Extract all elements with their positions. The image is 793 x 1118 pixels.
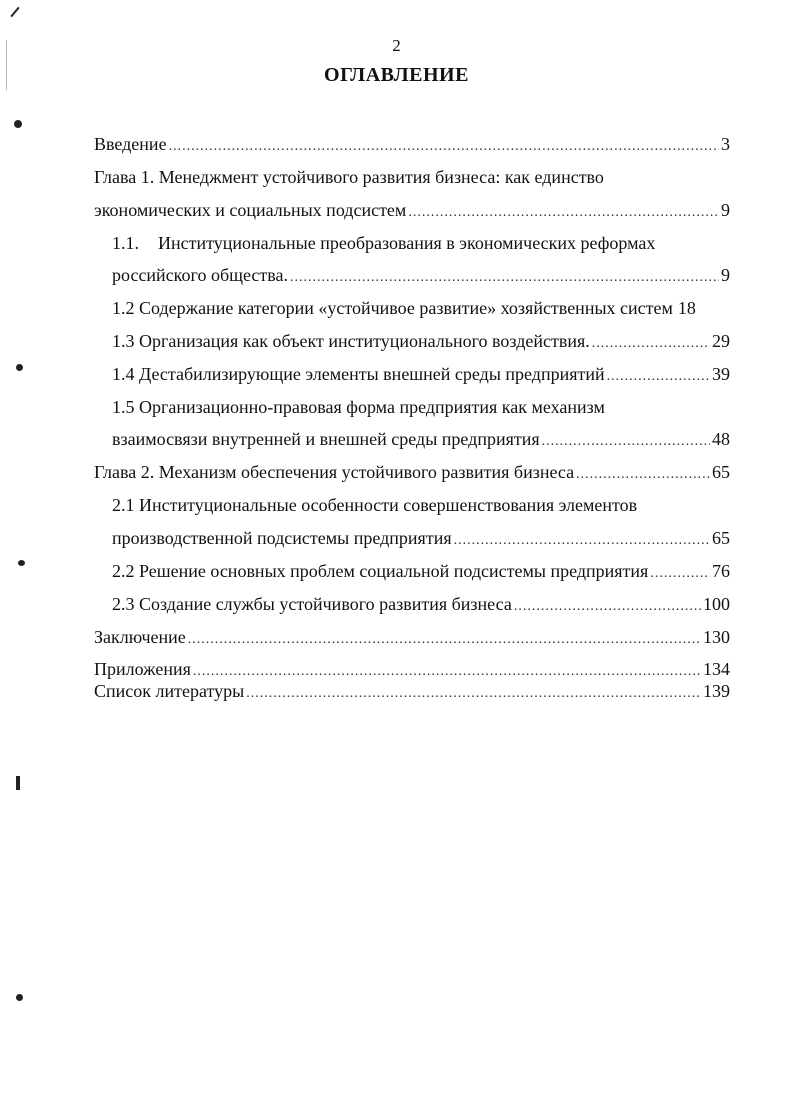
scan-mark — [16, 364, 23, 371]
dot-leader — [454, 530, 710, 552]
dot-leader — [592, 333, 710, 355]
dot-leader — [607, 366, 710, 388]
toc-page-number: 65 — [712, 462, 730, 482]
toc-entry-chapter1[interactable] — [94, 199, 730, 224]
toc-entry-label: взаимосвязи внутренней и внешней среды предприятия — [112, 429, 540, 449]
toc-entry-label: Список литературы — [94, 681, 245, 701]
toc-entry-label: 2.3 Создание службы устойчивого развития бизнеса — [112, 594, 512, 614]
toc-entry-section-2-1[interactable] — [112, 527, 730, 552]
scan-mark — [6, 40, 7, 90]
dot-leader — [408, 202, 719, 224]
toc-entry-label: 1.4 Дестабилизирующие элементы внешней среды предприятий — [112, 364, 605, 384]
dot-leader — [514, 596, 701, 618]
toc-entry-label: Институциональные преобразования в экономических реформах — [158, 233, 656, 253]
toc-entry-label: российского общества. — [112, 265, 289, 285]
toc-page-number: 139 — [703, 681, 730, 701]
toc-page-number: 39 — [712, 364, 730, 384]
dot-leader — [576, 464, 710, 486]
toc-entry-section-1-5-line1[interactable]: 1.5 Организационно-правовая форма предприятия как механизм — [112, 397, 605, 417]
scan-mark — [16, 994, 23, 1001]
toc-page-number: 130 — [703, 627, 730, 647]
toc-entry-label: экономических и социальных подсистем — [94, 200, 407, 220]
toc-entry-section-2-1-line1[interactable]: 2.1 Институциональные особенности совершенствования элементов — [112, 495, 638, 515]
toc-entry-references[interactable] — [94, 680, 730, 705]
toc-entry-intro[interactable] — [94, 133, 730, 158]
scan-mark — [14, 120, 22, 128]
toc-entry-section-1-1-line1[interactable] — [112, 232, 655, 254]
toc-entry-section-1-2[interactable] — [112, 297, 730, 319]
toc-entry-chapter2[interactable] — [94, 461, 730, 486]
dot-leader — [246, 683, 701, 705]
toc-page-number: 18 — [677, 298, 696, 318]
toc-entry-section-1-3[interactable] — [112, 330, 730, 355]
toc-page-number: 100 — [703, 594, 730, 614]
toc-entry-label: Введение — [94, 134, 167, 154]
toc-page-number: 9 — [721, 200, 730, 220]
section-number: 1.1. — [112, 233, 139, 253]
toc-entry-section-2-3[interactable] — [112, 593, 730, 618]
toc-entry-section-1-5[interactable] — [112, 428, 730, 453]
dot-leader — [169, 136, 719, 158]
toc-entry-section-1-4[interactable] — [112, 363, 730, 388]
toc-entry-label: 2.2 Решение основных проблем социальной подсистемы предприятия — [112, 561, 649, 581]
toc-entry-label: 1.3 Организация как объект институционального воздействия. — [112, 331, 590, 351]
toc-entry-section-2-2[interactable] — [112, 560, 730, 585]
dot-leader — [650, 563, 710, 585]
page-number: 2 — [392, 36, 401, 55]
toc-entry-label: Заключение — [94, 627, 186, 647]
scan-mark — [16, 776, 20, 790]
toc-page-number: 48 — [712, 429, 730, 449]
page-title: ОГЛАВЛЕНИЕ — [324, 64, 469, 86]
toc-entry-chapter1-line1[interactable]: Глава 1. Менеджмент устойчивого развития бизнеса: как единство — [94, 167, 604, 187]
toc-entry-section-1-1[interactable] — [112, 264, 730, 289]
toc-page-number: 134 — [703, 659, 730, 679]
toc-entry-label: Приложения — [94, 659, 191, 679]
toc-entry-label: Глава 2. Механизм обеспечения устойчивого развития бизнеса — [94, 462, 575, 482]
toc-entry-label: 1.2 Содержание категории «устойчивое развитие» хозяйственных систем — [112, 298, 673, 318]
dot-leader — [542, 431, 710, 453]
toc-page-number: 29 — [712, 331, 730, 351]
scan-mark — [18, 560, 25, 566]
dot-leader — [188, 629, 701, 651]
toc-page-number: 76 — [712, 561, 730, 581]
toc-page-number: 3 — [721, 134, 730, 154]
toc-page-number: 65 — [712, 528, 730, 548]
toc-page-number: 9 — [721, 265, 730, 285]
toc-entry-conclusion[interactable] — [94, 626, 730, 651]
dot-leader — [290, 267, 719, 289]
toc-entry-label: производственной подсистемы предприятия — [112, 528, 452, 548]
